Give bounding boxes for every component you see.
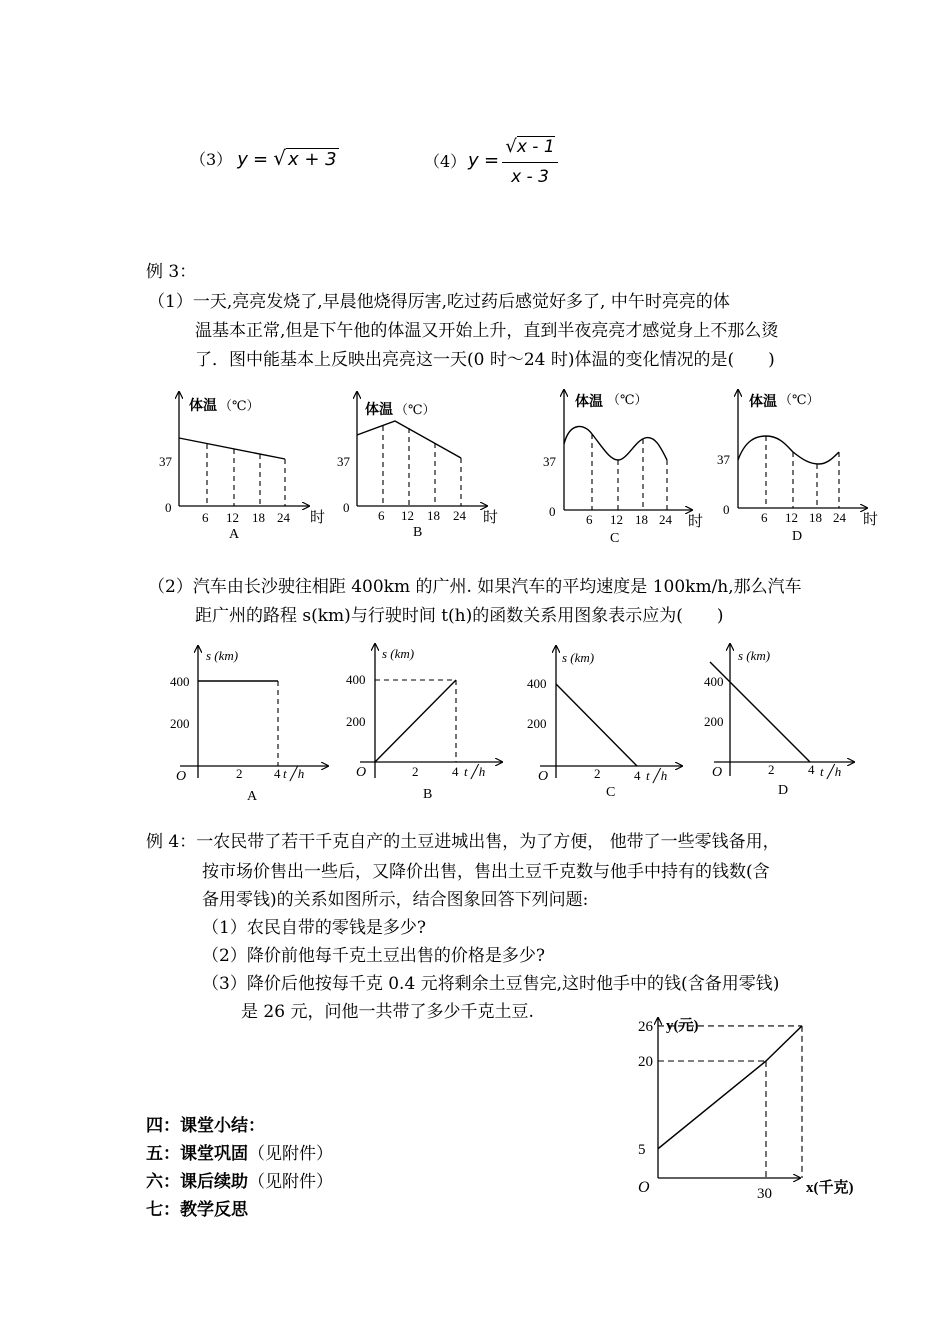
- xtick-4: 4: [808, 762, 815, 777]
- origin-label: O: [712, 765, 723, 780]
- tick-37: 37: [159, 454, 172, 469]
- xtick-2: 2: [594, 766, 601, 781]
- sqrt-sign: √: [505, 136, 517, 157]
- tick-37: 37: [337, 454, 350, 469]
- sqrt-sign: √: [273, 146, 286, 170]
- temp-yunit: （℃）: [607, 392, 648, 407]
- origin-label: O: [176, 769, 187, 784]
- origin-label: 0: [165, 500, 172, 515]
- temp-ylabel: 体温: [749, 395, 777, 410]
- ytick-200: 200: [346, 714, 366, 729]
- summary-item-7: [146, 1196, 248, 1224]
- summary-note: （见附件）: [248, 1144, 333, 1164]
- xtick-24: 24: [833, 510, 846, 525]
- example4-line1: 例 4：一农民带了若干千克自产的土豆进城出售，为了方便， 他带了一些零钱备用，: [146, 832, 780, 852]
- formula-4-number: （4）: [424, 152, 467, 171]
- ytick-200: 200: [704, 714, 724, 729]
- example4-chart: [630, 1010, 860, 1205]
- temp-graph-c: [543, 390, 692, 546]
- chart-ylabel: y(元): [666, 1018, 699, 1034]
- ytick-label: 26: [638, 1018, 653, 1035]
- example4-q3: （3）降价后他按每千克 0.4 元将剩余土豆售完,这时他手中的钱(含备用零钱): [202, 974, 780, 994]
- temp-graph-b: [337, 392, 487, 540]
- caption-b: B: [423, 787, 433, 802]
- xtick-12: 12: [401, 508, 414, 523]
- curve-a: [179, 438, 285, 459]
- xtick-2: 2: [236, 766, 243, 781]
- chart-xlabel: x(千克): [806, 1180, 854, 1196]
- line-c: [556, 684, 637, 766]
- summary-item-4: [146, 1112, 265, 1140]
- summary-note: （见附件）: [248, 1172, 333, 1192]
- summary-label: 四：课堂小结：: [146, 1116, 265, 1136]
- example3-q2-line1: （2）汽车由长沙驶往相距 400km 的广州. 如果汽车的平均速度是 100km/h,那么汽车: [148, 577, 802, 597]
- ytick-200: 200: [170, 716, 190, 731]
- temp-ylabel: 体温: [365, 403, 393, 418]
- xtick-12: 12: [610, 512, 623, 527]
- xunit: 时: [310, 510, 326, 526]
- distance-ylabel: s (km): [738, 648, 771, 663]
- caption-a: A: [229, 527, 240, 542]
- example4-q3-cont: 是 26 元，问他一共带了多少千克土豆.: [241, 1002, 534, 1022]
- ytick-label: 5: [638, 1141, 646, 1158]
- temp-graph-a: [159, 392, 309, 542]
- example4-line2: 按市场价售出一些后，又降价出售，售出土豆千克数与他手中持有的钱数(含: [202, 862, 770, 882]
- example3-q2-line2: 距广州的路程 s(km)与行驶时间 t(h)的函数关系用图象表示应为( ): [195, 606, 724, 626]
- origin-label: 0: [549, 504, 556, 519]
- xunit: 时: [688, 514, 704, 530]
- temp-yunit: （℃）: [779, 392, 820, 407]
- formula-4-lhs: y: [468, 150, 479, 171]
- example3-heading: 例 3：: [146, 262, 197, 282]
- line-b: [375, 680, 456, 762]
- xunit: 时: [483, 510, 499, 526]
- xtick-6: 6: [761, 510, 768, 525]
- formula-3: [190, 146, 339, 176]
- temp-yunit: （℃）: [219, 398, 260, 413]
- chart-origin: O: [638, 1179, 650, 1196]
- example3-q1-line3: 了．图中能基本上反映出亮亮这一天(0 时～24 时)体温的变化情况的是( ): [195, 350, 775, 370]
- caption-a: A: [247, 789, 258, 804]
- distance-ylabel: s (km): [562, 650, 595, 665]
- temp-ylabel: 体温: [189, 399, 217, 414]
- origin-label: O: [356, 765, 367, 780]
- distance-graphs: [170, 640, 880, 805]
- temp-yunit: （℃）: [395, 402, 436, 417]
- example4-q2: （2）降价前他每千克土豆出售的价格是多少?: [202, 946, 545, 966]
- summary-label: 六：课后续助: [146, 1172, 248, 1192]
- xtick-24: 24: [453, 508, 466, 523]
- fraction-denominator: x - 3: [511, 167, 549, 187]
- summary-item-5: [146, 1140, 333, 1168]
- temp-graph-d: [717, 390, 878, 544]
- formula-3-eq: =: [253, 149, 269, 170]
- caption-c: C: [610, 531, 620, 546]
- xunit: 时: [863, 512, 879, 528]
- curve-c: [564, 426, 667, 460]
- xtick-6: 6: [378, 508, 385, 523]
- caption-b: B: [413, 525, 423, 540]
- xtick-24: 24: [659, 512, 672, 527]
- caption-d: D: [778, 783, 789, 798]
- temp-ylabel: 体温: [575, 395, 603, 410]
- origin-label: 0: [343, 500, 350, 515]
- formula-4-eq: =: [484, 150, 500, 171]
- caption-c: C: [606, 785, 616, 800]
- example4-line3: 备用零钱)的关系如图所示，结合图象回答下列问题:: [202, 890, 589, 910]
- xtick-6: 6: [202, 510, 209, 525]
- xtick-18: 18: [252, 510, 265, 525]
- xtick-6: 6: [586, 512, 593, 527]
- tick-37: 37: [717, 452, 730, 467]
- distance-ylabel: s (km): [382, 646, 415, 661]
- formula-4-radicand: x - 1: [516, 137, 555, 157]
- distance-ylabel: s (km): [206, 648, 239, 663]
- summary-label: 五：课堂巩固: [146, 1144, 248, 1164]
- distance-graph-a: [170, 646, 328, 804]
- xtick-2: 2: [768, 762, 775, 777]
- xtick-18: 18: [809, 510, 822, 525]
- ytick-400: 400: [527, 676, 547, 691]
- ytick-400: 400: [346, 672, 366, 687]
- distance-xlabel: t ╱h: [646, 768, 668, 783]
- summary-label: 七：教学反思: [146, 1200, 248, 1220]
- formula-3-radicand: x + 3: [287, 149, 337, 170]
- xtick-label: 30: [757, 1186, 772, 1202]
- xtick-4: 4: [452, 764, 459, 779]
- ytick-400: 400: [170, 674, 190, 689]
- formula-3-number: （3）: [190, 150, 233, 169]
- caption-d: D: [792, 529, 803, 544]
- xtick-2: 2: [412, 764, 419, 779]
- ytick-400: 400: [704, 674, 724, 689]
- curve-d: [738, 436, 839, 464]
- xtick-18: 18: [427, 508, 440, 523]
- example3-q1-line2: 温基本正常,但是下午他的体温又开始上升，直到半夜亮亮才感觉身上不那么烫: [195, 321, 779, 341]
- origin-label: O: [538, 769, 549, 784]
- series-line: [658, 1026, 802, 1149]
- fraction-numerator: [502, 136, 558, 163]
- distance-xlabel: t ╱h: [464, 764, 486, 779]
- summary-item-6: [146, 1168, 333, 1196]
- distance-graph-b: [346, 644, 502, 802]
- xtick-12: 12: [785, 510, 798, 525]
- distance-xlabel: t ╱h: [820, 764, 842, 779]
- distance-graph-d: [704, 644, 854, 798]
- ytick-200: 200: [527, 716, 547, 731]
- xtick-12: 12: [226, 510, 239, 525]
- temperature-graphs: [155, 386, 895, 546]
- xtick-24: 24: [277, 510, 290, 525]
- example4-q1: （1）农民自带的零钱是多少?: [202, 918, 426, 938]
- example3-q1-line1: （1）一天,亮亮发烧了,早晨他烧得厉害,吃过药后感觉好多了, 中午时亮亮的体: [148, 292, 730, 312]
- formula-3-lhs: y: [237, 149, 248, 170]
- xtick-18: 18: [635, 512, 648, 527]
- tick-37: 37: [543, 454, 556, 469]
- origin-label: 0: [723, 502, 730, 517]
- distance-xlabel: t ╱h: [283, 766, 305, 781]
- ytick-label: 20: [638, 1054, 653, 1070]
- xtick-4: 4: [274, 766, 281, 781]
- line-d: [710, 662, 810, 762]
- fraction: [502, 136, 558, 187]
- distance-graph-c: [527, 646, 682, 800]
- xtick-4: 4: [634, 768, 641, 783]
